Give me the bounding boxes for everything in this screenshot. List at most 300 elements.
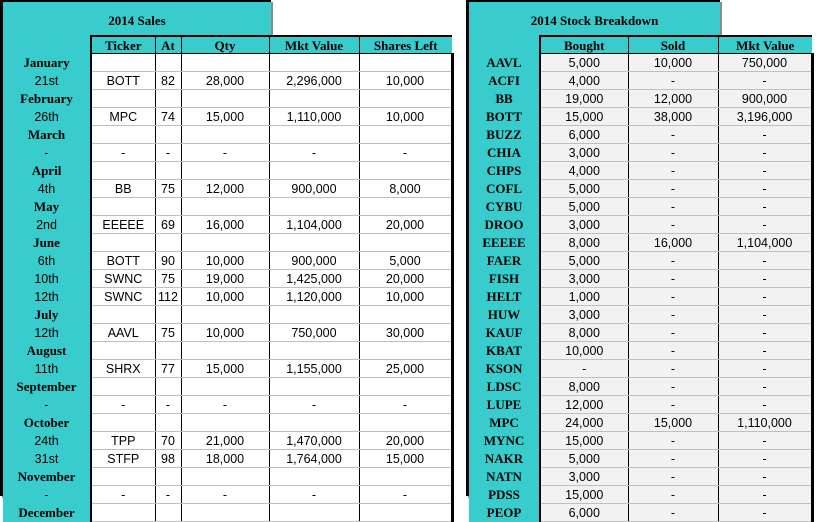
sale-shares-left-cell[interactable]: 25,000 [359,360,452,378]
stock-mkt-value-cell[interactable]: - [718,306,812,324]
month-label: March [3,126,91,144]
sales-entry-row [3,396,452,414]
stock-row [469,306,812,324]
sale-qty-cell[interactable]: 10,000 [181,252,269,270]
sales-entry-row [3,486,452,504]
sale-qty-cell[interactable]: 28,000 [181,72,269,90]
sale-qty-cell[interactable]: - [181,396,269,414]
stock-bought-cell[interactable]: 6,000 [540,504,628,522]
sales-col-at: At [155,36,181,54]
sale-day: 26th [3,108,91,126]
sale-ticker-cell[interactable]: - [91,144,155,162]
sales-empty-cell[interactable] [269,504,359,522]
stock-sold-cell[interactable]: 15,000 [628,414,718,432]
stock-bought-cell[interactable]: 5,000 [540,54,628,72]
sales-empty-cell[interactable] [181,90,269,108]
sale-ticker-cell[interactable]: SHRX [91,360,155,378]
stock-row [469,324,812,342]
sale-shares-left-cell[interactable]: - [359,144,452,162]
sale-shares-left-cell[interactable]: 10,000 [359,288,452,306]
sales-empty-cell[interactable] [91,504,155,522]
sales-col-qty: Qty [181,36,269,54]
sales-month-row [3,342,452,360]
stock-row [469,90,812,108]
stock-row [469,486,812,504]
sales-empty-cell[interactable] [155,54,181,72]
stock-bought-cell[interactable]: 15,000 [540,108,628,126]
stock-bought-cell[interactable]: 5,000 [540,198,628,216]
sales-empty-cell[interactable] [91,378,155,396]
sale-at-cell[interactable]: - [155,486,181,504]
stock-sold-cell[interactable]: - [628,360,718,378]
stock-ticker-label: DROO [469,216,540,234]
stock-mkt-value-cell[interactable]: - [718,252,812,270]
sale-mkt-value-cell[interactable]: 1,120,000 [269,288,359,306]
sales-empty-cell[interactable] [91,54,155,72]
stock-sold-cell[interactable]: - [628,306,718,324]
sales-empty-cell[interactable] [91,342,155,360]
sales-empty-cell[interactable] [269,198,359,216]
sales-entry-row [3,252,452,270]
stock-row [469,288,812,306]
sale-shares-left-cell[interactable]: 8,000 [359,180,452,198]
stock-mkt-value-cell[interactable]: - [718,450,812,468]
sales-col-shares-left: Shares Left [359,36,452,54]
sale-ticker-cell[interactable]: MPC [91,108,155,126]
sales-empty-cell[interactable] [359,54,452,72]
sales-empty-cell[interactable] [181,54,269,72]
stock-bought-cell[interactable]: 3,000 [540,216,628,234]
sales-col-mkt-value: Mkt Value [269,36,359,54]
stock-row [469,72,812,90]
stock-row [469,450,812,468]
stock-mkt-value-cell[interactable]: 1,104,000 [718,234,812,252]
stock-mkt-value-cell[interactable]: - [718,144,812,162]
stock-bought-cell[interactable]: 5,000 [540,450,628,468]
sales-empty-cell[interactable] [91,306,155,324]
stock-row [469,234,812,252]
stock-ticker-label: BUZZ [469,126,540,144]
month-label: October [3,414,91,432]
sale-mkt-value-cell[interactable]: 1,104,000 [269,216,359,234]
sales-empty-cell[interactable] [155,504,181,522]
stock-ticker-label: COFL [469,180,540,198]
month-label: July [3,306,91,324]
stock-sold-cell[interactable]: - [628,72,718,90]
sale-ticker-cell[interactable]: BOTT [91,72,155,90]
stock-ticker-label: ACFI [469,72,540,90]
month-label: April [3,162,91,180]
sales-empty-cell[interactable] [359,162,452,180]
sales-empty-cell[interactable] [269,90,359,108]
sales-empty-cell[interactable] [359,90,452,108]
sale-shares-left-cell[interactable]: 10,000 [359,72,452,90]
sale-ticker-cell[interactable]: EEEEE [91,216,155,234]
stock-row [469,432,812,450]
sale-ticker-cell[interactable]: SWNC [91,288,155,306]
sale-qty-cell[interactable]: 16,000 [181,216,269,234]
stock-mkt-value-cell[interactable]: - [718,288,812,306]
sales-empty-cell[interactable] [181,342,269,360]
sales-empty-cell[interactable] [155,126,181,144]
sales-empty-cell[interactable] [269,342,359,360]
sale-day: 21st [3,72,91,90]
stock-bought-cell[interactable]: 6,000 [540,126,628,144]
sales-empty-cell[interactable] [359,468,452,486]
stock-mkt-value-cell[interactable]: - [718,342,812,360]
sale-qty-cell[interactable]: 10,000 [181,288,269,306]
sale-mkt-value-cell[interactable]: 900,000 [269,252,359,270]
sale-mkt-value-cell[interactable]: 1,425,000 [269,270,359,288]
sale-at-cell[interactable]: 90 [155,252,181,270]
stock-col-bought: Bought [540,36,628,54]
sale-at-cell[interactable]: 112 [155,288,181,306]
stock-bought-cell[interactable]: 8,000 [540,234,628,252]
sales-header-month [3,36,91,54]
sale-qty-cell[interactable]: - [181,486,269,504]
month-label: August [3,342,91,360]
stock-row [469,342,812,360]
sales-empty-cell[interactable] [155,306,181,324]
stock-bought-cell[interactable]: 3,000 [540,468,628,486]
sale-day: 11th [3,360,91,378]
sale-mkt-value-cell[interactable]: 1,155,000 [269,360,359,378]
stock-header-row [469,36,812,54]
sale-shares-left-cell[interactable]: 20,000 [359,270,452,288]
stock-col-sold: Sold [628,36,718,54]
stock-ticker-label: MYNC [469,432,540,450]
stock-row [469,108,812,126]
sales-empty-cell[interactable] [269,234,359,252]
stock-bought-cell[interactable]: 8,000 [540,324,628,342]
sale-mkt-value-cell[interactable]: 750,000 [269,324,359,342]
sales-entry-row [3,450,452,468]
month-label: February [3,90,91,108]
stock-sold-cell[interactable]: - [628,486,718,504]
sales-empty-cell[interactable] [91,234,155,252]
sales-header-row [3,36,452,54]
sales-empty-cell[interactable] [359,378,452,396]
sale-qty-cell[interactable]: 18,000 [181,450,269,468]
sale-ticker-cell[interactable]: SWNC [91,270,155,288]
stock-bought-cell[interactable]: - [540,360,628,378]
stock-sold-cell[interactable]: - [628,450,718,468]
sales-month-row [3,378,452,396]
sales-empty-cell[interactable] [155,198,181,216]
sales-empty-cell[interactable] [359,234,452,252]
sales-entry-row [3,432,452,450]
sale-ticker-cell[interactable]: AAVL [91,324,155,342]
sale-at-cell[interactable]: 75 [155,180,181,198]
stock-ticker-label: BOTT [469,108,540,126]
sales-entry-row [3,324,452,342]
sales-month-row [3,468,452,486]
stock-ticker-label: CYBU [469,198,540,216]
sales-empty-cell[interactable] [91,162,155,180]
stock-mkt-value-cell[interactable]: 3,196,000 [718,108,812,126]
sales-entry-row [3,108,452,126]
sale-qty-cell[interactable]: 10,000 [181,324,269,342]
sale-ticker-cell[interactable]: BB [91,180,155,198]
stock-sold-cell[interactable]: - [628,504,718,522]
stock-sold-cell[interactable]: - [628,342,718,360]
sales-empty-cell[interactable] [269,162,359,180]
sales-empty-cell[interactable] [155,234,181,252]
sales-empty-cell[interactable] [155,378,181,396]
sale-qty-cell[interactable]: 21,000 [181,432,269,450]
stock-row [469,396,812,414]
stock-mkt-value-cell[interactable]: - [718,360,812,378]
stock-ticker-label: LDSC [469,378,540,396]
sale-qty-cell[interactable]: - [181,144,269,162]
stock-ticker-label: CHPS [469,162,540,180]
stock-header-ticker [469,36,540,54]
sales-empty-cell[interactable] [181,504,269,522]
sale-at-cell[interactable]: 77 [155,360,181,378]
sales-empty-cell[interactable] [359,306,452,324]
stock-mkt-value-cell[interactable]: - [718,126,812,144]
stock-row [469,414,812,432]
sales-empty-cell[interactable] [269,468,359,486]
sale-day: 31st [3,450,91,468]
sales-title: 2014 Sales [108,13,166,28]
stock-mkt-value-cell[interactable]: - [718,216,812,234]
sale-day: 10th [3,270,91,288]
stock-sold-cell[interactable]: - [628,468,718,486]
sale-shares-left-cell[interactable]: 20,000 [359,432,452,450]
stock-sold-cell[interactable]: - [628,180,718,198]
sales-empty-cell[interactable] [91,468,155,486]
stock-row [469,180,812,198]
sale-ticker-cell[interactable]: STFP [91,450,155,468]
sales-empty-cell[interactable] [181,378,269,396]
sale-at-cell[interactable]: 82 [155,72,181,90]
sale-ticker-cell[interactable]: BOTT [91,252,155,270]
stock-mkt-value-cell[interactable]: - [718,504,812,522]
stock-ticker-label: BB [469,90,540,108]
stock-mkt-value-cell[interactable]: 900,000 [718,90,812,108]
sale-day: 12th [3,324,91,342]
month-label: September [3,378,91,396]
sales-month-row [3,126,452,144]
stock-bought-cell[interactable]: 4,000 [540,72,628,90]
stock-ticker-label: FISH [469,270,540,288]
stock-sold-cell[interactable]: - [628,126,718,144]
sale-at-cell[interactable]: - [155,396,181,414]
sales-empty-cell[interactable] [359,126,452,144]
sales-table [3,35,454,522]
sales-empty-cell[interactable] [181,414,269,432]
sale-mkt-value-cell[interactable]: 1,110,000 [269,108,359,126]
sales-empty-cell[interactable] [359,198,452,216]
stock-sold-cell[interactable]: 38,000 [628,108,718,126]
stock-title: 2014 Stock Breakdown [530,13,659,28]
sale-at-cell[interactable]: 98 [155,450,181,468]
sale-day: 2nd [3,216,91,234]
sales-empty-cell[interactable] [181,198,269,216]
sale-day: 24th [3,432,91,450]
sale-shares-left-cell[interactable]: - [359,396,452,414]
stock-sold-cell[interactable]: - [628,396,718,414]
sales-empty-cell[interactable] [181,306,269,324]
stock-sold-cell[interactable]: - [628,198,718,216]
stock-mkt-value-cell[interactable]: - [718,162,812,180]
sale-ticker-cell[interactable]: - [91,486,155,504]
stock-mkt-value-cell[interactable]: - [718,378,812,396]
sale-mkt-value-cell[interactable]: - [269,486,359,504]
stock-mkt-value-cell[interactable]: - [718,270,812,288]
sale-mkt-value-cell[interactable]: 1,764,000 [269,450,359,468]
sales-empty-cell[interactable] [155,90,181,108]
stock-row [469,54,812,72]
stock-bought-cell[interactable]: 4,000 [540,162,628,180]
sales-empty-cell[interactable] [155,342,181,360]
sales-empty-cell[interactable] [269,378,359,396]
stock-mkt-value-cell[interactable]: - [718,198,812,216]
sales-empty-cell[interactable] [91,90,155,108]
stock-ticker-label: MPC [469,414,540,432]
sale-at-cell[interactable]: 74 [155,108,181,126]
sale-qty-cell[interactable]: 15,000 [181,108,269,126]
stock-bought-cell[interactable]: 5,000 [540,180,628,198]
sales-empty-cell[interactable] [181,162,269,180]
stock-bought-cell[interactable]: 12,000 [540,396,628,414]
month-label: November [3,468,91,486]
stock-mkt-value-cell[interactable]: 1,110,000 [718,414,812,432]
sale-mkt-value-cell[interactable]: - [269,144,359,162]
sales-empty-cell[interactable] [91,198,155,216]
stock-ticker-label: PDSS [469,486,540,504]
stock-bought-cell[interactable]: 3,000 [540,144,628,162]
sale-qty-cell[interactable]: 15,000 [181,360,269,378]
sales-month-row [3,90,452,108]
stock-row [469,468,812,486]
stock-ticker-label: HUW [469,306,540,324]
sales-empty-cell[interactable] [269,414,359,432]
stock-mkt-value-cell[interactable]: - [718,396,812,414]
stock-mkt-value-cell[interactable]: - [718,180,812,198]
sales-empty-cell[interactable] [269,54,359,72]
stock-mkt-value-cell[interactable]: - [718,72,812,90]
stock-bought-cell[interactable]: 1,000 [540,288,628,306]
sale-at-cell[interactable]: - [155,144,181,162]
stock-sold-cell[interactable]: - [628,252,718,270]
sale-shares-left-cell[interactable]: 30,000 [359,324,452,342]
stock-row [469,162,812,180]
stock-sold-cell[interactable]: - [628,162,718,180]
stock-col-mkt-value: Mkt Value [718,36,812,54]
sales-empty-cell[interactable] [155,414,181,432]
month-label: December [3,504,91,522]
stock-sold-cell[interactable]: - [628,216,718,234]
stock-sold-cell[interactable]: - [628,378,718,396]
sale-mkt-value-cell[interactable]: 1,470,000 [269,432,359,450]
sale-at-cell[interactable]: 70 [155,432,181,450]
sales-empty-cell[interactable] [181,468,269,486]
sales-empty-cell[interactable] [181,234,269,252]
sale-mkt-value-cell[interactable]: 2,296,000 [269,72,359,90]
sale-qty-cell[interactable]: 12,000 [181,180,269,198]
stock-sold-cell[interactable]: 16,000 [628,234,718,252]
stock-bought-cell[interactable]: 10,000 [540,342,628,360]
stock-bought-cell[interactable]: 15,000 [540,432,628,450]
stock-sold-cell[interactable]: - [628,144,718,162]
stock-row [469,198,812,216]
sale-ticker-cell[interactable]: TPP [91,432,155,450]
sale-qty-cell[interactable]: 19,000 [181,270,269,288]
sale-shares-left-cell[interactable]: 10,000 [359,108,452,126]
sales-entry-row [3,288,452,306]
stock-mkt-value-cell[interactable]: - [718,468,812,486]
sales-empty-cell[interactable] [359,414,452,432]
sale-mkt-value-cell[interactable]: 900,000 [269,180,359,198]
stock-bought-cell[interactable]: 5,000 [540,252,628,270]
stock-sold-cell[interactable]: - [628,270,718,288]
sales-month-row [3,504,452,522]
sale-ticker-cell[interactable]: - [91,396,155,414]
stock-ticker-label: KSON [469,360,540,378]
stock-bought-cell[interactable]: 24,000 [540,414,628,432]
sales-entry-row [3,180,452,198]
stock-bought-cell[interactable]: 3,000 [540,270,628,288]
sales-empty-cell[interactable] [181,126,269,144]
sale-day: 6th [3,252,91,270]
sales-empty-cell[interactable] [155,162,181,180]
sales-empty-cell[interactable] [91,126,155,144]
sales-empty-cell[interactable] [155,468,181,486]
sale-shares-left-cell[interactable]: 15,000 [359,450,452,468]
stock-bought-cell[interactable]: 15,000 [540,486,628,504]
stock-sold-cell[interactable]: 10,000 [628,54,718,72]
sales-empty-cell[interactable] [359,504,452,522]
stock-mkt-value-cell[interactable]: - [718,432,812,450]
stock-row [469,270,812,288]
sales-entry-row [3,216,452,234]
stock-ticker-label: LUPE [469,396,540,414]
sale-day: 12th [3,288,91,306]
stock-row [469,378,812,396]
sale-at-cell[interactable]: 75 [155,270,181,288]
sales-empty-cell[interactable] [269,306,359,324]
sale-mkt-value-cell[interactable]: - [269,396,359,414]
stock-mkt-value-cell[interactable]: - [718,486,812,504]
sale-shares-left-cell[interactable]: 20,000 [359,216,452,234]
stock-ticker-label: EEEEE [469,234,540,252]
stock-sold-cell[interactable]: - [628,432,718,450]
stock-row [469,144,812,162]
sales-month-row [3,198,452,216]
stock-mkt-value-cell[interactable]: - [718,324,812,342]
sales-empty-cell[interactable] [269,126,359,144]
sales-empty-cell[interactable] [359,342,452,360]
sale-shares-left-cell[interactable]: 5,000 [359,252,452,270]
stock-bought-cell[interactable]: 19,000 [540,90,628,108]
sale-at-cell[interactable]: 75 [155,324,181,342]
stock-sold-cell[interactable]: - [628,288,718,306]
stock-mkt-value-cell[interactable]: 750,000 [718,54,812,72]
stock-ticker-label: NAKR [469,450,540,468]
sale-day: - [3,144,91,162]
sale-at-cell[interactable]: 69 [155,216,181,234]
stock-bought-cell[interactable]: 3,000 [540,306,628,324]
stock-sold-cell[interactable]: 12,000 [628,90,718,108]
sales-month-row [3,162,452,180]
stock-sold-cell[interactable]: - [628,324,718,342]
sale-shares-left-cell[interactable]: - [359,486,452,504]
stock-bought-cell[interactable]: 8,000 [540,378,628,396]
sales-empty-cell[interactable] [91,414,155,432]
sales-entry-row [3,144,452,162]
